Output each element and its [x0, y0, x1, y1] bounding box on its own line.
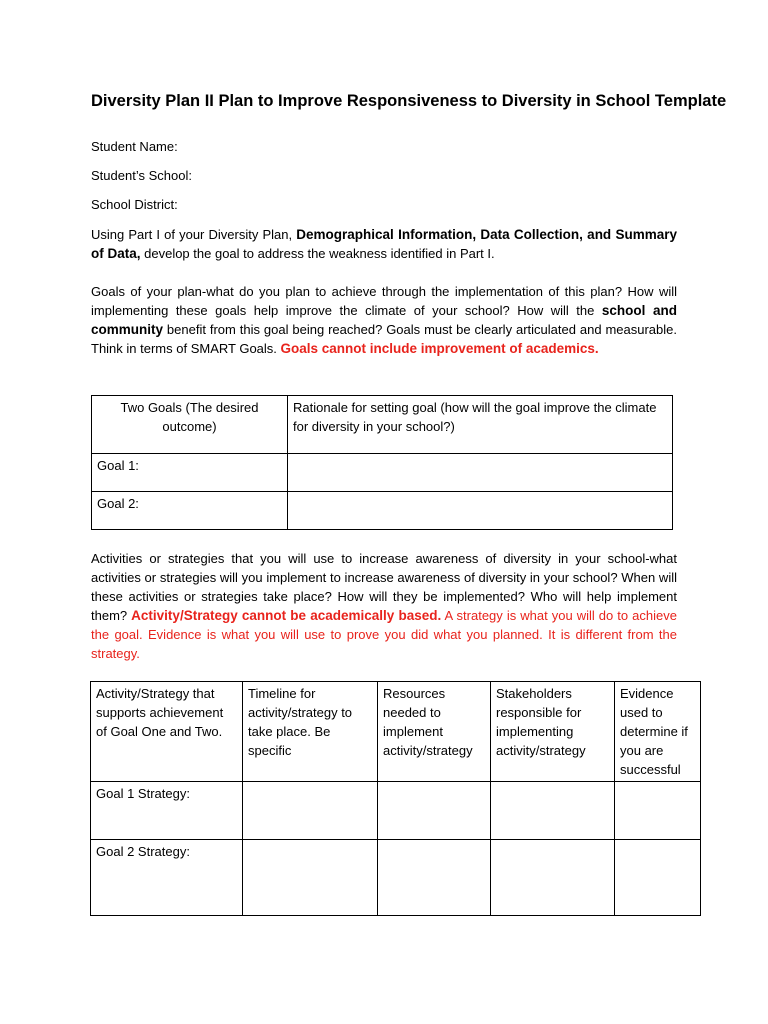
goal-2-rationale-cell[interactable]	[288, 492, 673, 530]
student-name-label: Student Name:	[91, 139, 178, 154]
p1-text-post: develop the goal to address the weakness identified in Part I.	[140, 246, 495, 261]
p3-text-pre: Activities or strategies that you will use to increase awareness of diversity in your school-what activities or strategies will you implement to increase awareness of diversity in your school? When will these activities or strategies take place? How will they be implemented? Who will help implement them?	[91, 551, 677, 623]
goal-2-strategy-label: Goal 2 Strategy:	[91, 840, 243, 916]
p3-text-redbold: Activity/Strategy cannot be academically based.	[131, 608, 442, 623]
p2-text-bold: school and community	[91, 303, 678, 337]
goal-1-stakeholders-cell[interactable]	[491, 782, 615, 840]
goal-1-timeline-cell[interactable]	[243, 782, 378, 840]
instruction-paragraph-2	[91, 282, 677, 358]
table-row	[91, 782, 701, 840]
p1-text-pre: Using Part I of your Diversity Plan,	[91, 227, 297, 242]
goal-2-timeline-cell[interactable]	[243, 840, 378, 916]
instruction-paragraph-1	[91, 225, 677, 263]
p2-text-red: Goals cannot include improvement of academics.	[280, 341, 599, 356]
strategies-header-activity: Activity/Strategy that supports achievement of Goal One and Two.	[91, 682, 243, 782]
strategies-table	[90, 681, 701, 916]
goal-1-strategy-label: Goal 1 Strategy:	[91, 782, 243, 840]
goals-table-header-rationale: Rationale for setting goal (how will the goal improve the climate for diversity in your school?)	[288, 396, 673, 454]
strategies-header-stakeholders: Stakeholders responsible for implementing activity/strategy	[491, 682, 615, 782]
school-district-label: School District:	[91, 197, 178, 212]
goal-2-evidence-cell[interactable]	[615, 840, 701, 916]
p1-text-bold: Demographical Information, Data Collection, and Summary of Data,	[91, 227, 677, 261]
p2-text-pre: Goals of your plan-what do you plan to achieve through the implementation of this plan? How will implementing these goals help improve the climate of your school? How will the	[91, 284, 677, 318]
goal-1-label: Goal 1:	[92, 454, 288, 492]
document-title: Diversity Plan II Plan to Improve Responsiveness to Diversity in School Template	[91, 92, 727, 110]
strategies-table-header-row	[91, 682, 701, 782]
table-row	[92, 492, 673, 530]
table-row	[92, 454, 673, 492]
goal-1-evidence-cell[interactable]	[615, 782, 701, 840]
strategies-header-evidence: Evidence used to determine if you are successful	[615, 682, 701, 782]
table-row	[91, 840, 701, 916]
goal-2-label: Goal 2:	[92, 492, 288, 530]
goals-table-header-row	[92, 396, 673, 454]
strategies-header-resources: Resources needed to implement activity/strategy	[378, 682, 491, 782]
goal-2-stakeholders-cell[interactable]	[491, 840, 615, 916]
goal-2-resources-cell[interactable]	[378, 840, 491, 916]
strategies-header-timeline: Timeline for activity/strategy to take place. Be specific	[243, 682, 378, 782]
instruction-paragraph-3	[91, 549, 677, 663]
p2-text-mid: benefit from this goal being reached? Goals must be clearly articulated and measurable. Think in terms of SMART Goals.	[91, 322, 677, 356]
goal-1-rationale-cell[interactable]	[288, 454, 673, 492]
goal-1-resources-cell[interactable]	[378, 782, 491, 840]
students-school-label: Student’s School:	[91, 168, 192, 183]
goals-table	[91, 395, 673, 530]
p3-text-red: A strategy is what you will do to achieve the goal. Evidence is what you will use to prove you did what you planned. It is different from the strategy.	[91, 608, 677, 661]
goals-table-header-goals: Two Goals (The desired outcome)	[92, 396, 288, 454]
